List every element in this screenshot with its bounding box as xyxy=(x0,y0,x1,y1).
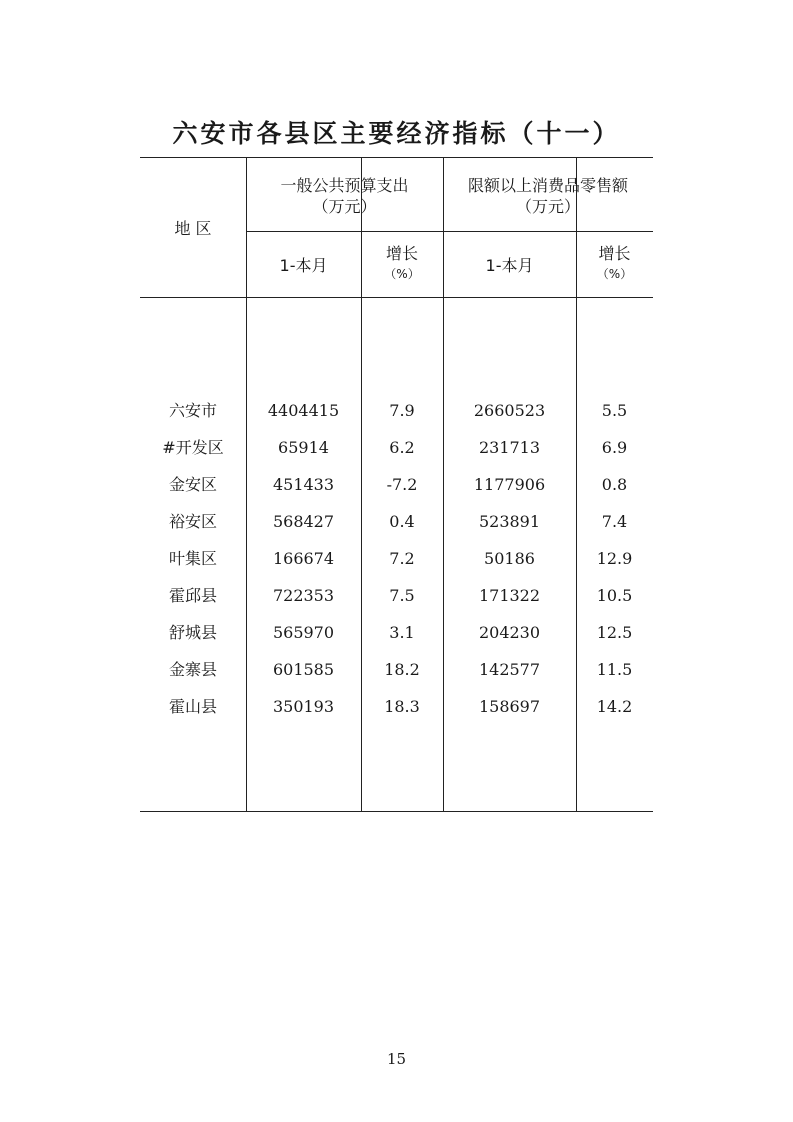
row-6-budget-growth: 3.1 xyxy=(389,623,415,642)
row-4-region: 叶集区 xyxy=(168,549,217,568)
row-8-region: 霍山县 xyxy=(168,697,217,716)
row-6-retail-growth: 12.5 xyxy=(596,623,633,642)
row-4-retail: 50186 xyxy=(484,549,535,568)
row-2-region: 金安区 xyxy=(168,475,217,494)
header-budget-unit: （万元） xyxy=(312,197,377,216)
row-1-budget: 65914 xyxy=(278,438,329,457)
row-2-budget: 451433 xyxy=(272,475,335,494)
header-divider xyxy=(246,231,653,232)
header-budget-growth-label: 增长 xyxy=(385,244,418,263)
row-7-budget-growth: 18.2 xyxy=(384,660,420,679)
header-region: 地 区 xyxy=(174,219,212,238)
row-2-budget-growth: -7.2 xyxy=(386,475,418,494)
row-8-budget-growth: 18.3 xyxy=(384,697,420,716)
row-1-region: #开发区 xyxy=(162,438,224,457)
header-budget-growth xyxy=(361,243,443,285)
header-bottom-line xyxy=(140,297,653,298)
row-5-budget-growth: 7.5 xyxy=(389,586,415,605)
row-0-retail: 2660523 xyxy=(473,401,546,420)
row-3-budget: 568427 xyxy=(272,512,335,531)
row-6-region: 舒城县 xyxy=(168,623,217,642)
page-number: 15 xyxy=(386,1050,407,1068)
row-2-retail-growth: 0.8 xyxy=(601,475,628,494)
row-4-retail-growth: 12.9 xyxy=(596,549,633,568)
row-0-budget: 4404415 xyxy=(267,401,340,420)
header-budget-group xyxy=(246,175,443,217)
header-budget-ytd: 1-本月 xyxy=(279,256,328,275)
header-retail-ytd: 1-本月 xyxy=(485,256,534,275)
row-7-retail-growth: 11.5 xyxy=(596,660,633,679)
page-title: 六安市各县区主要经济指标（十一） xyxy=(172,119,621,148)
header-retail-growth-pct: （%） xyxy=(596,267,633,281)
row-5-retail-growth: 10.5 xyxy=(596,586,633,605)
row-3-retail: 523891 xyxy=(478,512,541,531)
row-3-retail-growth: 7.4 xyxy=(601,512,628,531)
row-5-budget: 722353 xyxy=(272,586,335,605)
row-1-retail-growth: 6.9 xyxy=(601,438,628,457)
row-4-budget: 166674 xyxy=(272,549,335,568)
row-7-region: 金寨县 xyxy=(168,660,217,679)
row-3-region: 裕安区 xyxy=(168,512,217,531)
row-0-retail-growth: 5.5 xyxy=(601,401,628,420)
indicator-table xyxy=(140,157,653,812)
row-1-budget-growth: 6.2 xyxy=(389,438,415,457)
row-6-retail: 204230 xyxy=(478,623,541,642)
row-3-budget-growth: 0.4 xyxy=(389,512,415,531)
row-8-retail: 158697 xyxy=(478,697,541,716)
header-retail-unit: （万元） xyxy=(515,197,580,216)
header-retail-growth xyxy=(576,243,653,285)
row-7-budget: 601585 xyxy=(272,660,335,679)
header-budget-title: 一般公共预算支出 xyxy=(280,176,409,195)
header-retail-title: 限额以上消费品零售额 xyxy=(467,176,628,195)
header-budget-growth-pct: （%） xyxy=(384,267,420,281)
row-0-region: 六安市 xyxy=(168,401,217,420)
row-1-retail: 231713 xyxy=(478,438,541,457)
row-0-budget-growth: 7.9 xyxy=(389,401,415,420)
row-2-retail: 1177906 xyxy=(473,475,546,494)
header-retail-growth-label: 增长 xyxy=(598,244,631,263)
row-4-budget-growth: 7.2 xyxy=(389,549,415,568)
row-6-budget: 565970 xyxy=(272,623,335,642)
row-8-budget: 350193 xyxy=(272,697,335,716)
row-5-region: 霍邱县 xyxy=(168,586,217,605)
row-5-retail: 171322 xyxy=(478,586,541,605)
row-7-retail: 142577 xyxy=(478,660,541,679)
header-retail-group xyxy=(443,175,653,217)
row-8-retail-growth: 14.2 xyxy=(596,697,633,716)
